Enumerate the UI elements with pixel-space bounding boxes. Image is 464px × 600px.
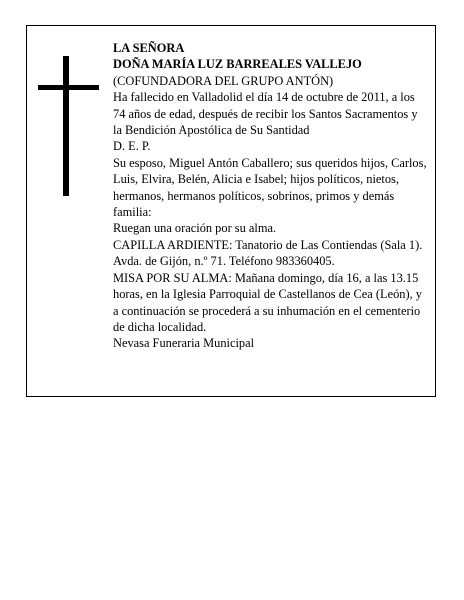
notice-title: LA SEÑORA: [113, 41, 185, 55]
notice-subtitle: (COFUNDADORA DEL GRUPO ANTÓN): [113, 73, 334, 88]
cross-horizontal-bar: [38, 85, 99, 90]
prayer-request: Ruegan una oración por su alma.: [113, 221, 277, 236]
mass-info: MISA POR SU ALMA: Mañana domingo, día 16, a las 13.15 horas, en la Iglesia Parroquial de Castellanos de Cea (León), y a continuación se procederá a su inhumación en el cementerio de dicha localidad.: [113, 270, 422, 334]
cross-icon: [38, 56, 99, 196]
family-list: Su esposo, Miguel Antón Caballero; sus queridos hijos, Carlos, Luis, Elvira, Belén, Alicia e Isabel; hijos políticos, nietos, hermanos, hermanos políticos, sobrinos, primos y demás familia:: [113, 155, 427, 220]
rip-text: D. E. P.: [113, 139, 151, 154]
obituary-text: [113, 40, 428, 352]
deceased-name: DOÑA MARÍA LUZ BARREALES VALLEJO: [113, 57, 362, 72]
chapel-info: CAPILLA ARDIENTE: Tanatorio de Las Contiendas (Sala 1). Avda. de Gijón, n.º 71. Teléfono 983360405.: [113, 237, 423, 269]
cross-vertical-bar: [63, 56, 69, 196]
passing-announcement: Ha fallecido en Valladolid el día 14 de octubre de 2011, a los 74 años de edad, después de recibir los Santos Sacramentos y la Bendición Apostólica de Su Santidad: [113, 90, 418, 138]
funeral-home: Nevasa Funeraria Municipal: [113, 336, 255, 351]
